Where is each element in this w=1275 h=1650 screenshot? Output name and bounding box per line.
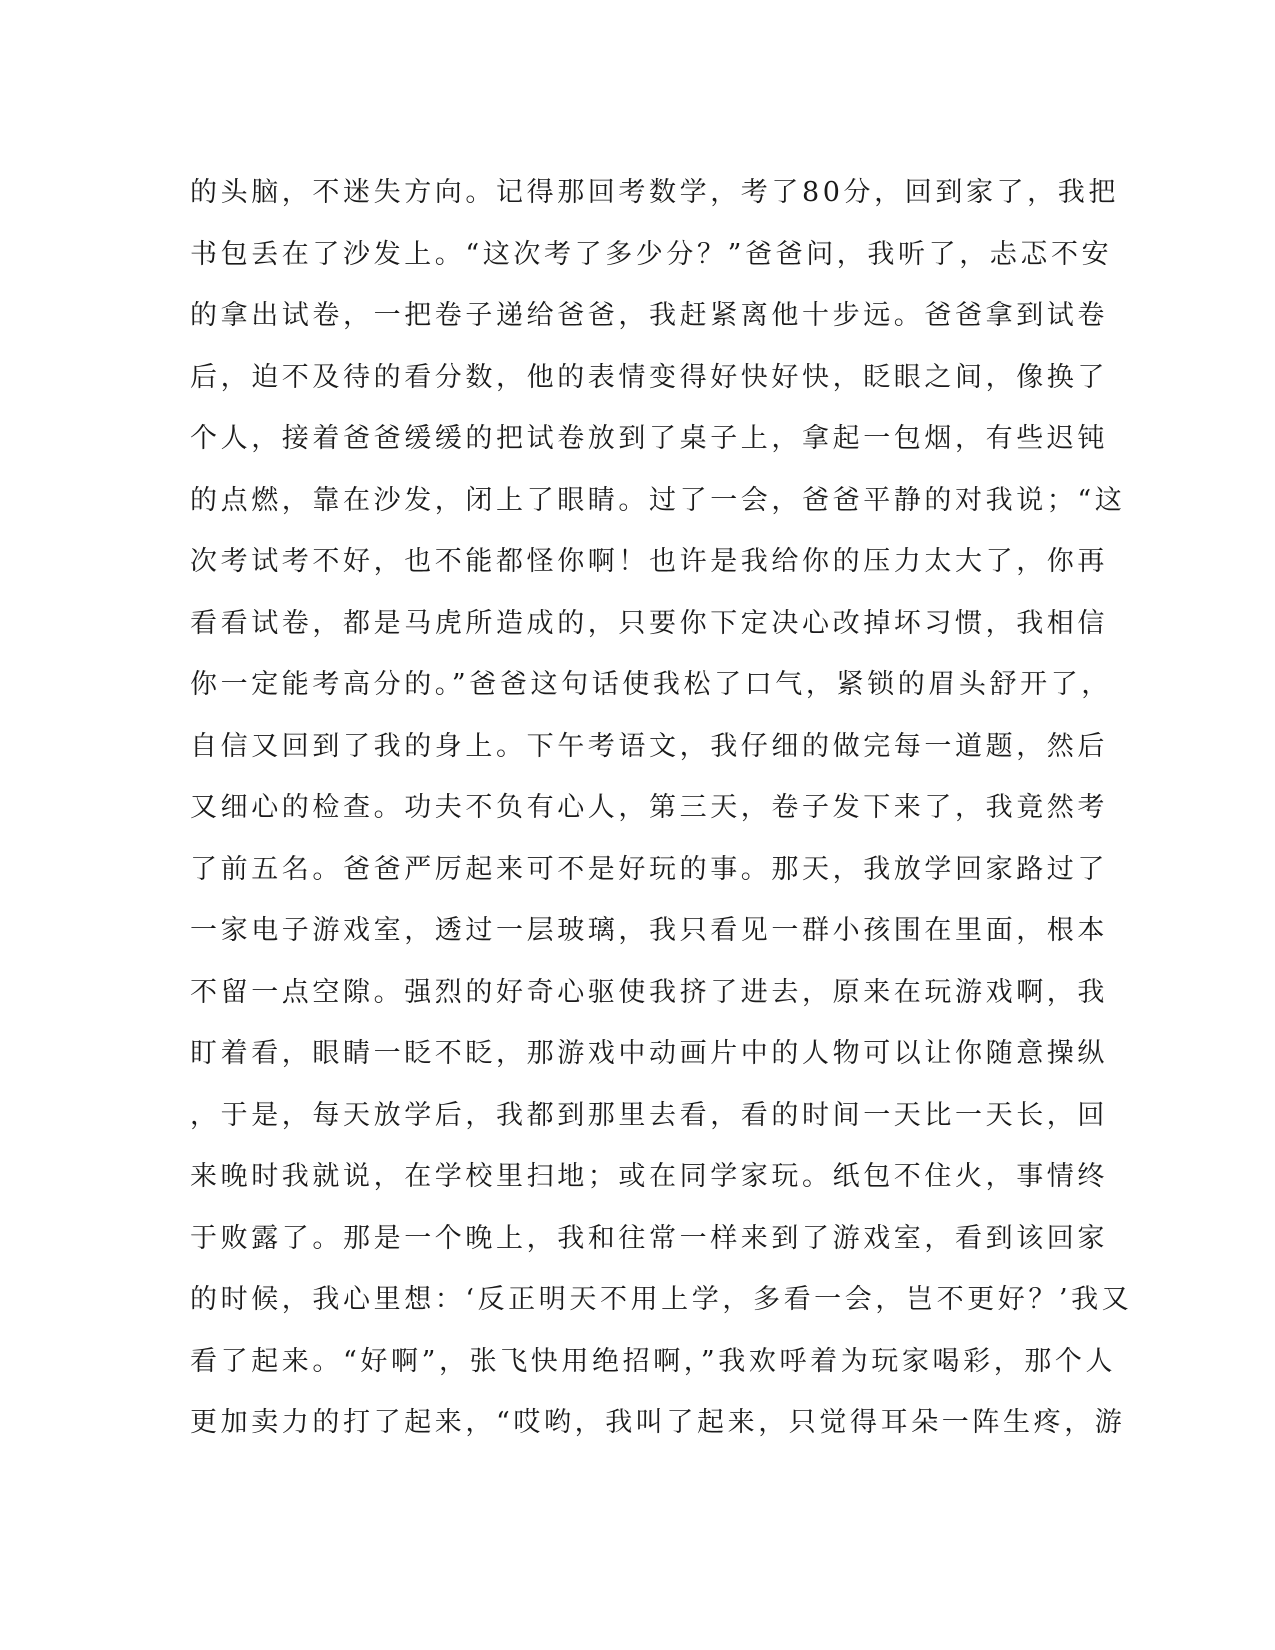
- text-line: 自信又回到了我的身上。下午考语文，我仔细的做完每一道题，然后: [190, 730, 1108, 762]
- text-line: 次考试考不好，也不能都怪你啊！也许是我给你的压力太大了，你再: [190, 546, 1108, 577]
- text-line: 看看试卷，都是马虎所造成的，只要你下定决心改掉坏习惯，我相信: [190, 607, 1108, 639]
- text-line: 盯着看，眼睛一眨不眨，那游戏中动画片中的人物可以让你随意操纵: [190, 1038, 1108, 1069]
- text-line: 一家电子游戏室，透过一层玻璃，我只看见一群小孩围在里面，根本: [190, 915, 1108, 946]
- text-line: 更加卖力的打了起来，“哎哟，我叫了起来，只觉得耳朵一阵生疼，游: [190, 1407, 1126, 1438]
- text-line: 于败露了。那是一个晚上，我和往常一样来到了游戏室，看到该回家: [190, 1222, 1108, 1254]
- text-line: 的点燃，靠在沙发，闭上了眼睛。过了一会，爸爸平静的对我说；“这: [190, 484, 1126, 516]
- text-line: 又细心的检查。功夫不负有心人，第三天，卷子发下来了，我竟然考: [190, 792, 1108, 823]
- body-text: [190, 162, 1133, 1454]
- text-line: 的时候，我心里想：‘反正明天不用上学，多看一会，岂不更好？’我又: [190, 1284, 1133, 1315]
- text-line: 的拿出试卷，一把卷子递给爸爸，我赶紧离他十步远。爸爸拿到试卷: [190, 300, 1108, 331]
- text-line: ，于是，每天放学后，我都到那里去看，看的时间一天比一天长，回: [190, 1099, 1108, 1131]
- text-line: 你一定能考高分的。”爸爸这句话使我松了口气，紧锁的眉头舒开了，: [190, 669, 1112, 700]
- text-line: 个人，接着爸爸缓缓的把试卷放到了桌子上，拿起一包烟，有些迟钝: [190, 423, 1108, 454]
- text-line: 来晚时我就说，在学校里扫地；或在同学家玩。纸包不住火，事情终: [190, 1161, 1108, 1192]
- text-line: 不留一点空隙。强烈的好奇心驱使我挤了进去，原来在玩游戏啊，我: [190, 976, 1108, 1008]
- text-line: 后，迫不及待的看分数，他的表情变得好快好快，眨眼之间，像换了: [190, 361, 1108, 393]
- text-line: 书包丢在了沙发上。“这次考了多少分？”爸爸问，我听了，忐忑不安: [190, 238, 1113, 270]
- text-line: 看了起来。“好啊”，张飞快用绝招啊，”我欢呼着为玩家喝彩，那个人: [190, 1345, 1117, 1377]
- text-line: 的头脑，不迷失方向。记得那回考数学，考了80分，回到家了，我把: [190, 177, 1119, 208]
- text-line: 了前五名。爸爸严厉起来可不是好玩的事。那天，我放学回家路过了: [190, 853, 1108, 885]
